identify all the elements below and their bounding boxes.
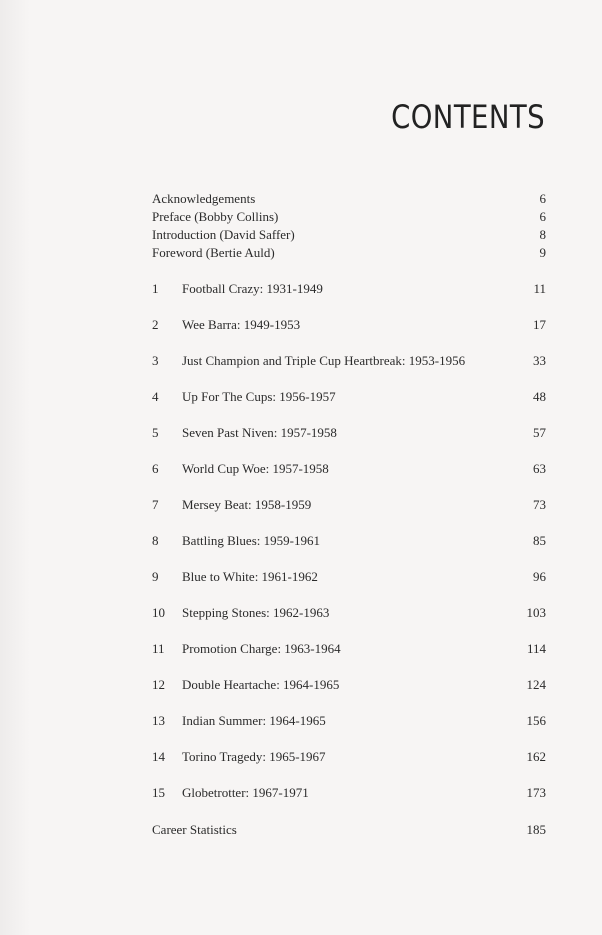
chapter-entry <box>152 567 546 603</box>
chapter-number: 1 <box>152 281 159 296</box>
chapter-entry <box>152 531 546 567</box>
chapter-entry <box>152 495 546 531</box>
chapter-number: 12 <box>152 677 165 692</box>
chapter-title: Torino Tragedy: 1965-1967 <box>182 749 326 764</box>
entry-page: 6 <box>539 209 546 224</box>
chapter-number: 4 <box>152 389 159 404</box>
chapter-number: 10 <box>152 605 165 620</box>
entry-page: 185 <box>526 822 546 837</box>
chapter-page: 156 <box>526 713 546 728</box>
chapter-number: 13 <box>152 713 165 728</box>
chapter-entry <box>152 639 546 675</box>
chapter-title: Battling Blues: 1959-1961 <box>182 533 320 548</box>
chapter-title: Up For The Cups: 1956-1957 <box>182 389 336 404</box>
toc-entry <box>152 226 546 244</box>
chapter-page: 173 <box>526 785 546 800</box>
chapter-number: 2 <box>152 317 159 332</box>
chapter-title: Promotion Charge: 1963-1964 <box>182 641 341 656</box>
chapter-entry <box>152 603 546 639</box>
toc-entry <box>152 208 546 226</box>
page-edge-shadow <box>0 0 30 935</box>
chapter-entry <box>152 387 546 423</box>
chapter-title: World Cup Woe: 1957-1958 <box>182 461 329 476</box>
chapter-page: 85 <box>533 533 546 548</box>
entry-title: Acknowledgements <box>152 191 256 206</box>
chapter-number: 11 <box>152 641 165 656</box>
chapter-page: 124 <box>526 677 546 692</box>
chapter-entry <box>152 279 546 315</box>
entry-page: 8 <box>539 227 546 242</box>
chapter-page: 162 <box>526 749 546 764</box>
entry-page: 9 <box>539 245 546 260</box>
chapter-list <box>152 279 546 819</box>
page-title: CONTENTS <box>391 98 545 136</box>
chapter-title: Stepping Stones: 1962-1963 <box>182 605 330 620</box>
toc-entry <box>152 190 546 208</box>
entry-title: Foreword (Bertie Auld) <box>152 245 275 260</box>
chapter-number: 9 <box>152 569 159 584</box>
chapter-title: Football Crazy: 1931-1949 <box>182 281 323 296</box>
chapter-number: 7 <box>152 497 159 512</box>
chapter-page: 11 <box>533 281 546 296</box>
chapter-title: Double Heartache: 1964-1965 <box>182 677 340 692</box>
chapter-entry <box>152 423 546 459</box>
chapter-page: 57 <box>533 425 546 440</box>
chapter-page: 114 <box>526 641 546 656</box>
chapter-title: Blue to White: 1961-1962 <box>182 569 318 584</box>
front-matter-list <box>152 190 546 262</box>
chapter-number: 8 <box>152 533 159 548</box>
entry-title: Career Statistics <box>152 822 237 837</box>
chapter-page: 48 <box>533 389 546 404</box>
chapter-title: Seven Past Niven: 1957-1958 <box>182 425 337 440</box>
chapter-page: 17 <box>533 317 546 332</box>
chapter-title: Just Champion and Triple Cup Heartbreak: 1953-1956 <box>182 353 466 368</box>
chapter-title: Globetrotter: 1967-1971 <box>182 785 309 800</box>
back-matter-list <box>152 821 546 839</box>
chapter-title: Indian Summer: 1964-1965 <box>182 713 326 728</box>
chapter-number: 14 <box>152 749 165 764</box>
entry-title: Introduction (David Saffer) <box>152 227 295 242</box>
chapter-entry <box>152 459 546 495</box>
chapter-page: 63 <box>533 461 546 476</box>
chapter-page: 96 <box>533 569 546 584</box>
chapter-number: 6 <box>152 461 159 476</box>
chapter-title: Mersey Beat: 1958-1959 <box>182 497 312 512</box>
chapter-page: 73 <box>533 497 546 512</box>
chapter-number: 15 <box>152 785 165 800</box>
chapter-number: 3 <box>152 353 159 368</box>
chapter-page: 103 <box>526 605 546 620</box>
chapter-number: 5 <box>152 425 159 440</box>
chapter-entry <box>152 675 546 711</box>
chapter-entry <box>152 351 546 387</box>
chapter-entry <box>152 315 546 351</box>
toc-entry <box>152 821 546 839</box>
entry-page: 6 <box>539 191 546 206</box>
chapter-entry <box>152 747 546 783</box>
chapter-title: Wee Barra: 1949-1953 <box>182 317 301 332</box>
entry-title: Preface (Bobby Collins) <box>152 209 279 224</box>
chapter-entry <box>152 711 546 747</box>
toc-entry <box>152 244 546 262</box>
chapter-entry <box>152 783 546 819</box>
chapter-page: 33 <box>533 353 546 368</box>
